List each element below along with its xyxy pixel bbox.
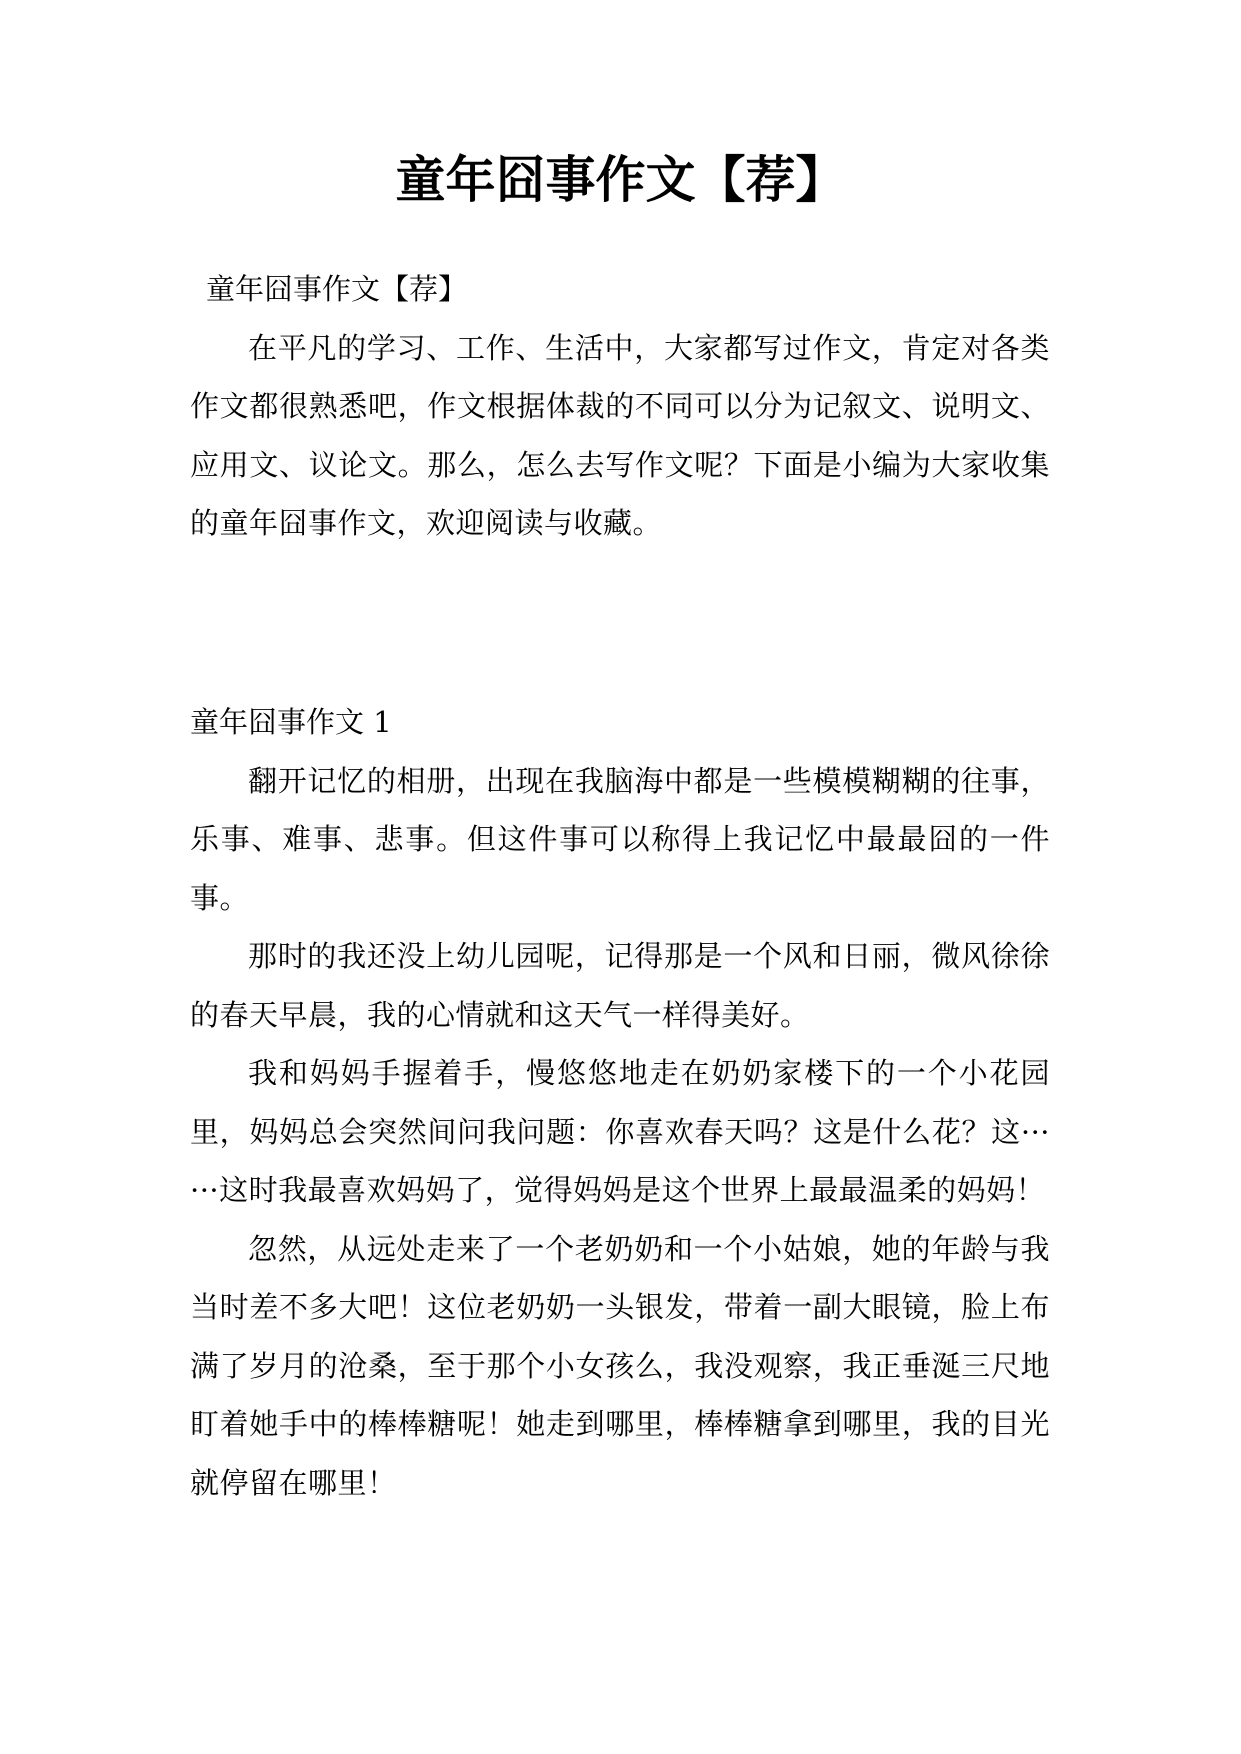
intro-heading: 童年囧事作文【荐】 <box>206 272 468 306</box>
essay-paragraph: 翻开记忆的相册，出现在我脑海中都是一些模模糊糊的往事，乐事、难事、悲事。但这件事可以称得上我记忆中最最囧的一件事。 <box>190 763 1050 915</box>
essay-paragraph: 忽然，从远处走来了一个老奶奶和一个小姑娘，她的年龄与我当时差不多大吧！这位老奶奶一头银发，带着一副大眼镜，脸上布满了岁月的沧桑，至于那个小女孩么，我没观察，我正垂涎三尺地盯着她手中的棒棒糖呢！她走到哪里，棒棒糖拿到哪里，我的目光就停留在哪里！ <box>190 1231 1050 1500</box>
essay-paragraph: 那时的我还没上幼儿园呢，记得那是一个风和日丽，微风徐徐的春天早晨，我的心情就和这天气一样得美好。 <box>190 939 1050 1032</box>
document-title: 童年囧事作文【荐】 <box>395 150 846 209</box>
essay-1-section <box>190 693 1050 1512</box>
essay-paragraph: 我和妈妈手握着手，慢悠悠地走在奶奶家楼下的一个小花园里，妈妈总会突然间问我问题：你喜欢春天吗？这是什么花？这······这时我最喜欢妈妈了，觉得妈妈是这个世界上最最温柔的妈妈！ <box>190 1056 1050 1207</box>
essay-1-heading: 童年囧事作文 1 <box>190 705 392 739</box>
intro-section <box>190 260 1050 553</box>
intro-paragraph: 在平凡的学习、工作、生活中，大家都写过作文，肯定对各类作文都很熟悉吧，作文根据体裁的不同可以分为记叙文、说明文、应用文、议论文。那么，怎么去写作文呢？下面是小编为大家收集的童年囧事作文，欢迎阅读与收藏。 <box>190 330 1050 540</box>
